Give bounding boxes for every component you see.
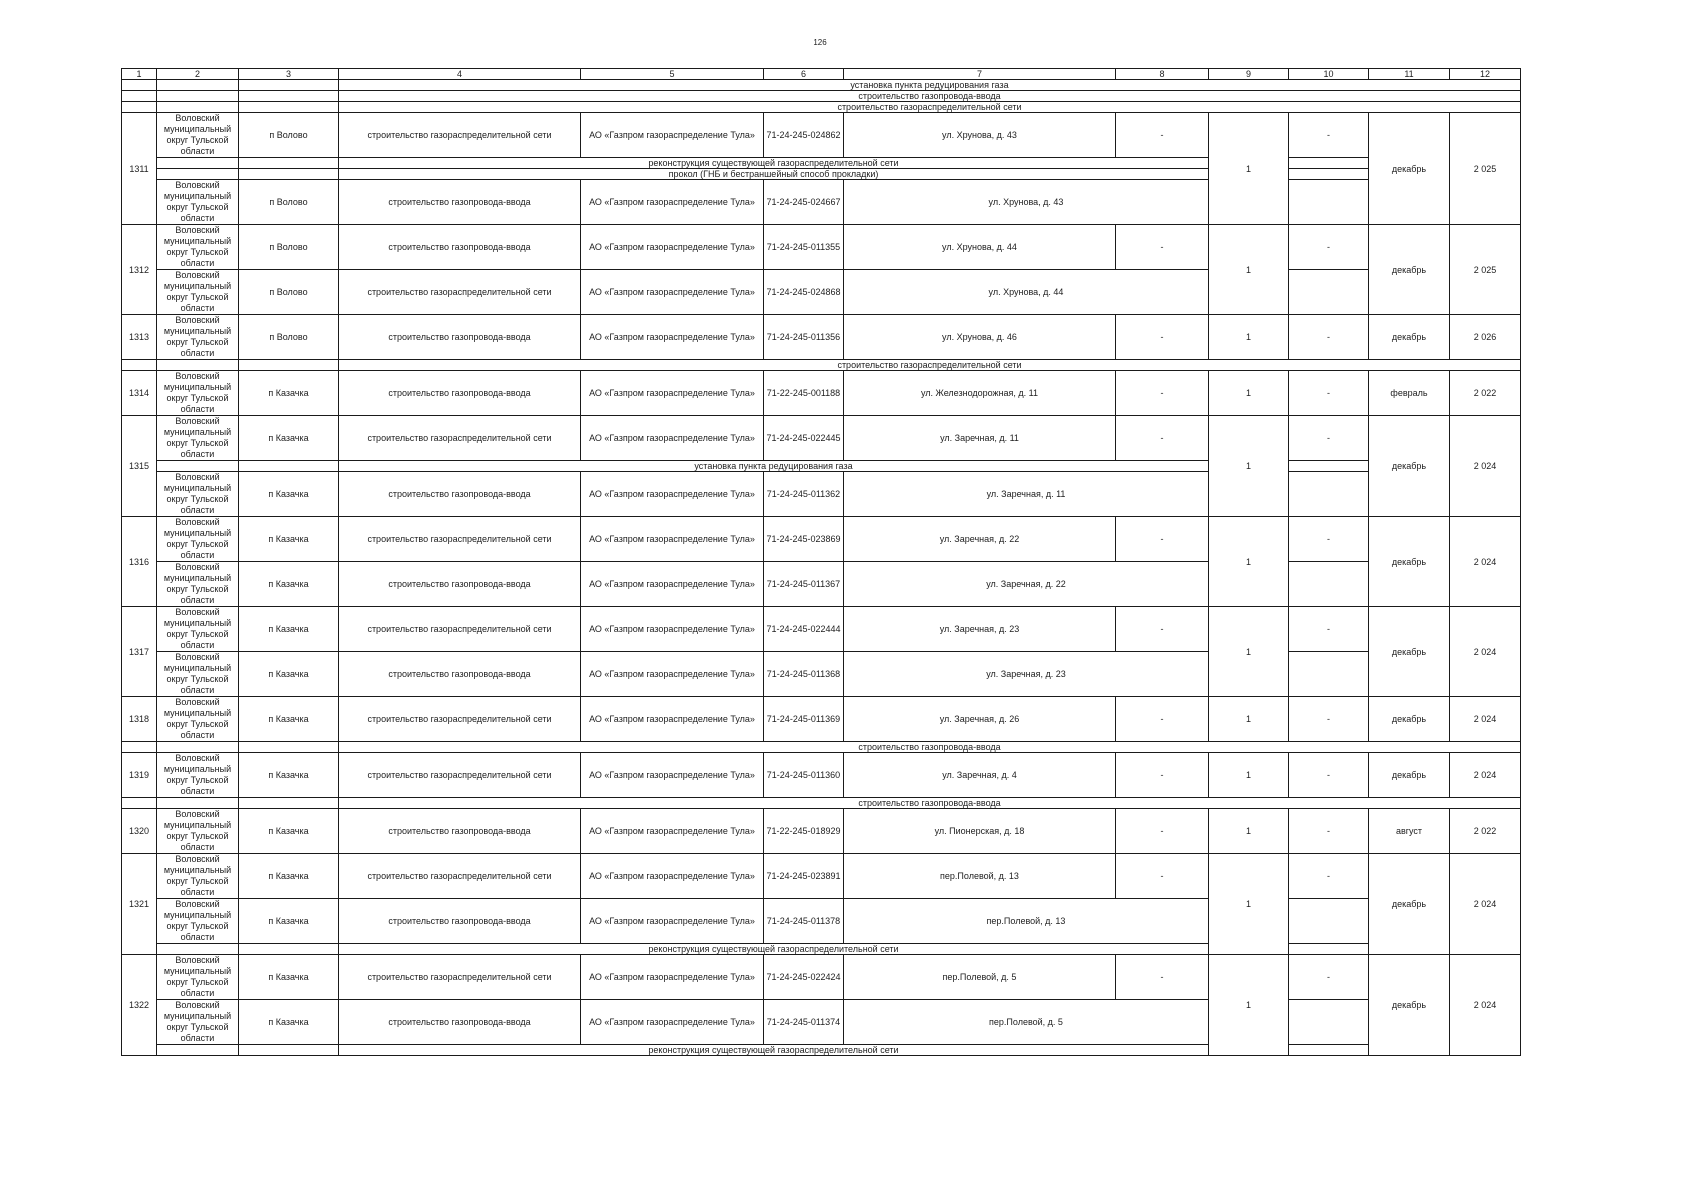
organization-cell: АО «Газпром газораспределение Тула» (581, 225, 764, 270)
entry-number: 1312 (122, 225, 157, 315)
object-code-cell: 71-24-245-022424 (764, 955, 844, 1000)
sub-note: прокол (ГНБ и бестраншейный способ прокладки) (339, 169, 1209, 180)
district-cell: Воловский муниципальный округ Тульской области (157, 899, 239, 944)
organization-cell: АО «Газпром газораспределение Тула» (581, 517, 764, 562)
empty-cell (157, 798, 239, 809)
column-10-cell: - (1289, 955, 1369, 1000)
column-10-cell: - (1289, 113, 1369, 158)
month-cell: декабрь (1369, 225, 1450, 315)
object-code-cell: 71-24-245-024868 (764, 270, 844, 315)
organization-cell: АО «Газпром газораспределение Тула» (581, 113, 764, 158)
column-10-cell: - (1289, 809, 1369, 854)
work-type-cell: строительство газопровода-ввода (339, 899, 581, 944)
month-cell: декабрь (1369, 517, 1450, 607)
column-8-cell: - (1116, 517, 1209, 562)
year-cell: 2 025 (1450, 225, 1521, 315)
locality-cell: п Казачка (239, 371, 339, 416)
object-code-cell: 71-24-245-023869 (764, 517, 844, 562)
sub-note: установка пункта редуцирования газа (339, 461, 1209, 472)
column-header-9: 9 (1209, 69, 1289, 80)
empty-cell (157, 944, 239, 955)
section-note: строительство газораспределительной сети (339, 360, 1521, 371)
locality-cell: п Казачка (239, 1000, 339, 1045)
address-cell: ул. Хрунова, д. 43 (844, 113, 1116, 158)
table-row (122, 854, 1521, 899)
address-cell: пер.Полевой, д. 13 (844, 854, 1116, 899)
column-10-cell: - (1289, 416, 1369, 461)
sub-note: реконструкция существующей газораспределительной сети (339, 944, 1209, 955)
locality-cell: п Волово (239, 315, 339, 360)
column-10-cell (1289, 158, 1369, 169)
column-10-cell (1289, 169, 1369, 180)
column-8-cell: - (1116, 315, 1209, 360)
month-cell: декабрь (1369, 697, 1450, 742)
organization-cell: АО «Газпром газораспределение Тула» (581, 180, 764, 225)
address-cell: ул. Хрунова, д. 44 (844, 270, 1209, 315)
empty-cell (239, 944, 339, 955)
year-cell: 2 025 (1450, 113, 1521, 225)
column-header-8: 8 (1116, 69, 1209, 80)
organization-cell: АО «Газпром газораспределение Тула» (581, 753, 764, 798)
district-cell: Воловский муниципальный округ Тульской области (157, 371, 239, 416)
column-8-cell: - (1116, 225, 1209, 270)
column-10-cell: - (1289, 517, 1369, 562)
sub-note-row (122, 1045, 1521, 1056)
empty-cell (239, 461, 339, 472)
empty-cell (122, 798, 157, 809)
table-header (122, 69, 1521, 80)
table-row (122, 753, 1521, 798)
column-10-cell: - (1289, 697, 1369, 742)
district-cell: Воловский муниципальный округ Тульской области (157, 472, 239, 517)
organization-cell: АО «Газпром газораспределение Тула» (581, 652, 764, 697)
work-type-cell: строительство газопровода-ввода (339, 180, 581, 225)
locality-cell: п Волово (239, 270, 339, 315)
year-cell: 2 022 (1450, 371, 1521, 416)
organization-cell: АО «Газпром газораспределение Тула» (581, 697, 764, 742)
object-code-cell: 71-24-245-011362 (764, 472, 844, 517)
district-cell: Воловский муниципальный округ Тульской области (157, 1000, 239, 1045)
locality-cell: п Казачка (239, 697, 339, 742)
column-header-3: 3 (239, 69, 339, 80)
year-cell: 2 024 (1450, 753, 1521, 798)
table-row (122, 113, 1521, 158)
empty-cell (157, 360, 239, 371)
locality-cell: п Казачка (239, 854, 339, 899)
locality-cell: п Казачка (239, 652, 339, 697)
column-9-cell: 1 (1209, 809, 1289, 854)
empty-cell (122, 91, 157, 102)
address-cell: ул. Железнодорожная, д. 11 (844, 371, 1116, 416)
sub-note-row (122, 158, 1521, 169)
object-code-cell: 71-24-245-023891 (764, 854, 844, 899)
organization-cell: АО «Газпром газораспределение Тула» (581, 562, 764, 607)
object-code-cell: 71-24-245-011356 (764, 315, 844, 360)
column-9-cell: 1 (1209, 697, 1289, 742)
entry-number: 1313 (122, 315, 157, 360)
district-cell: Воловский муниципальный округ Тульской области (157, 416, 239, 461)
column-10-cell: - (1289, 225, 1369, 270)
empty-cell (157, 102, 239, 113)
year-cell: 2 024 (1450, 854, 1521, 955)
year-cell: 2 026 (1450, 315, 1521, 360)
column-8-cell: - (1116, 809, 1209, 854)
column-8-cell: - (1116, 607, 1209, 652)
object-code-cell: 71-24-245-011355 (764, 225, 844, 270)
month-cell: декабрь (1369, 753, 1450, 798)
object-code-cell: 71-24-245-011368 (764, 652, 844, 697)
district-cell: Воловский муниципальный округ Тульской области (157, 652, 239, 697)
district-cell: Воловский муниципальный округ Тульской области (157, 315, 239, 360)
entry-number: 1314 (122, 371, 157, 416)
column-8-cell: - (1116, 697, 1209, 742)
section-note-row (122, 360, 1521, 371)
empty-cell (157, 80, 239, 91)
column-9-cell: 1 (1209, 371, 1289, 416)
empty-cell (157, 742, 239, 753)
column-header-12: 12 (1450, 69, 1521, 80)
work-type-cell: строительство газораспределительной сети (339, 753, 581, 798)
column-10-cell (1289, 472, 1369, 517)
empty-cell (157, 91, 239, 102)
work-type-cell: строительство газораспределительной сети (339, 955, 581, 1000)
table-row (122, 416, 1521, 461)
entry-number: 1319 (122, 753, 157, 798)
column-8-cell: - (1116, 753, 1209, 798)
empty-cell (239, 169, 339, 180)
district-cell: Воловский муниципальный округ Тульской области (157, 270, 239, 315)
object-code-cell: 71-24-245-022444 (764, 607, 844, 652)
empty-cell (239, 80, 339, 91)
column-10-cell (1289, 944, 1369, 955)
table-row (122, 472, 1521, 517)
address-cell: пер.Полевой, д. 5 (844, 1000, 1209, 1045)
organization-cell: АО «Газпром газораспределение Тула» (581, 899, 764, 944)
object-code-cell: 71-22-245-018929 (764, 809, 844, 854)
column-10-cell (1289, 652, 1369, 697)
entry-number: 1320 (122, 809, 157, 854)
column-header-10: 10 (1289, 69, 1369, 80)
table-body (122, 80, 1521, 1056)
work-type-cell: строительство газораспределительной сети (339, 607, 581, 652)
work-type-cell: строительство газопровода-ввода (339, 652, 581, 697)
column-9-cell: 1 (1209, 517, 1289, 607)
month-cell: февраль (1369, 371, 1450, 416)
empty-cell (239, 158, 339, 169)
column-header-1: 1 (122, 69, 157, 80)
column-9-cell: 1 (1209, 753, 1289, 798)
column-header-2: 2 (157, 69, 239, 80)
column-10-cell (1289, 562, 1369, 607)
month-cell: декабрь (1369, 854, 1450, 955)
column-8-cell: - (1116, 371, 1209, 416)
table-row (122, 562, 1521, 607)
year-cell: 2 024 (1450, 416, 1521, 517)
work-type-cell: строительство газораспределительной сети (339, 113, 581, 158)
column-10-cell (1289, 461, 1369, 472)
empty-cell (122, 102, 157, 113)
empty-cell (239, 102, 339, 113)
column-10-cell: - (1289, 315, 1369, 360)
column-10-cell: - (1289, 371, 1369, 416)
column-9-cell: 1 (1209, 854, 1289, 955)
entry-number: 1321 (122, 854, 157, 955)
section-note: строительство газораспределительной сети (339, 102, 1521, 113)
object-code-cell: 71-24-245-011374 (764, 1000, 844, 1045)
section-note-row (122, 91, 1521, 102)
page-number: 126 (813, 38, 827, 47)
column-10-cell (1289, 1045, 1369, 1056)
section-note: строительство газопровода-ввода (339, 742, 1521, 753)
address-cell: пер.Полевой, д. 13 (844, 899, 1209, 944)
month-cell: август (1369, 809, 1450, 854)
district-cell: Воловский муниципальный округ Тульской области (157, 955, 239, 1000)
locality-cell: п Волово (239, 225, 339, 270)
table-row (122, 270, 1521, 315)
address-cell: ул. Заречная, д. 11 (844, 416, 1116, 461)
locality-cell: п Казачка (239, 562, 339, 607)
district-cell: Воловский муниципальный округ Тульской области (157, 697, 239, 742)
column-8-cell: - (1116, 416, 1209, 461)
column-10-cell (1289, 180, 1369, 225)
table-row (122, 1000, 1521, 1045)
column-header-11: 11 (1369, 69, 1450, 80)
locality-cell: п Казачка (239, 899, 339, 944)
locality-cell: п Казачка (239, 517, 339, 562)
entry-number: 1317 (122, 607, 157, 697)
work-type-cell: строительство газораспределительной сети (339, 270, 581, 315)
section-note: установка пункта редуцирования газа (339, 80, 1521, 91)
organization-cell: АО «Газпром газораспределение Тула» (581, 270, 764, 315)
work-type-cell: строительство газопровода-ввода (339, 472, 581, 517)
sub-note-row (122, 169, 1521, 180)
address-cell: ул. Заречная, д. 22 (844, 517, 1116, 562)
column-10-cell: - (1289, 753, 1369, 798)
empty-cell (122, 360, 157, 371)
column-header-6: 6 (764, 69, 844, 80)
table-row (122, 697, 1521, 742)
month-cell: декабрь (1369, 607, 1450, 697)
sub-note: реконструкция существующей газораспределительной сети (339, 158, 1209, 169)
empty-cell (122, 80, 157, 91)
section-note: строительство газопровода-ввода (339, 91, 1521, 102)
year-cell: 2 024 (1450, 955, 1521, 1056)
locality-cell: п Казачка (239, 416, 339, 461)
column-9-cell: 1 (1209, 225, 1289, 315)
district-cell: Воловский муниципальный округ Тульской области (157, 809, 239, 854)
table-row (122, 899, 1521, 944)
column-9-cell: 1 (1209, 315, 1289, 360)
object-code-cell: 71-24-245-011360 (764, 753, 844, 798)
column-10-cell: - (1289, 854, 1369, 899)
column-8-cell: - (1116, 113, 1209, 158)
work-type-cell: строительство газопровода-ввода (339, 225, 581, 270)
section-note-row (122, 798, 1521, 809)
district-cell: Воловский муниципальный округ Тульской области (157, 607, 239, 652)
entry-number: 1318 (122, 697, 157, 742)
month-cell: декабрь (1369, 113, 1450, 225)
address-cell: ул. Заречная, д. 26 (844, 697, 1116, 742)
locality-cell: п Казачка (239, 607, 339, 652)
column-9-cell: 1 (1209, 955, 1289, 1056)
address-cell: ул. Хрунова, д. 44 (844, 225, 1116, 270)
district-cell: Воловский муниципальный округ Тульской области (157, 517, 239, 562)
entry-number: 1322 (122, 955, 157, 1056)
entry-number: 1315 (122, 416, 157, 517)
locality-cell: п Казачка (239, 753, 339, 798)
work-type-cell: строительство газопровода-ввода (339, 371, 581, 416)
organization-cell: АО «Газпром газораспределение Тула» (581, 315, 764, 360)
sub-note-row (122, 944, 1521, 955)
empty-cell (239, 1045, 339, 1056)
work-type-cell: строительство газораспределительной сети (339, 697, 581, 742)
year-cell: 2 024 (1450, 607, 1521, 697)
section-note-row (122, 80, 1521, 91)
column-8-cell: - (1116, 955, 1209, 1000)
locality-cell: п Казачка (239, 955, 339, 1000)
sub-note: реконструкция существующей газораспределительной сети (339, 1045, 1209, 1056)
empty-cell (157, 158, 239, 169)
work-type-cell: строительство газопровода-ввода (339, 562, 581, 607)
year-cell: 2 024 (1450, 517, 1521, 607)
section-note: строительство газопровода-ввода (339, 798, 1521, 809)
month-cell: декабрь (1369, 315, 1450, 360)
district-cell: Воловский муниципальный округ Тульской области (157, 113, 239, 158)
object-code-cell: 71-22-245-001188 (764, 371, 844, 416)
object-code-cell: 71-24-245-011369 (764, 697, 844, 742)
address-cell: ул. Заречная, д. 22 (844, 562, 1209, 607)
column-9-cell: 1 (1209, 416, 1289, 517)
address-cell: ул. Заречная, д. 23 (844, 652, 1209, 697)
column-10-cell: - (1289, 607, 1369, 652)
organization-cell: АО «Газпром газораспределение Тула» (581, 472, 764, 517)
data-table (121, 68, 1521, 1056)
empty-cell (239, 798, 339, 809)
month-cell: декабрь (1369, 416, 1450, 517)
organization-cell: АО «Газпром газораспределение Тула» (581, 607, 764, 652)
address-cell: ул. Заречная, д. 11 (844, 472, 1209, 517)
object-code-cell: 71-24-245-011378 (764, 899, 844, 944)
locality-cell: п Волово (239, 113, 339, 158)
district-cell: Воловский муниципальный округ Тульской области (157, 180, 239, 225)
section-note-row (122, 742, 1521, 753)
work-type-cell: строительство газопровода-ввода (339, 809, 581, 854)
work-type-cell: строительство газопровода-ввода (339, 315, 581, 360)
column-header-5: 5 (581, 69, 764, 80)
column-header-4: 4 (339, 69, 581, 80)
work-type-cell: строительство газопровода-ввода (339, 1000, 581, 1045)
empty-cell (239, 360, 339, 371)
district-cell: Воловский муниципальный округ Тульской области (157, 753, 239, 798)
column-9-cell: 1 (1209, 113, 1289, 225)
column-10-cell (1289, 270, 1369, 315)
month-cell: декабрь (1369, 955, 1450, 1056)
work-type-cell: строительство газораспределительной сети (339, 416, 581, 461)
object-code-cell: 71-24-245-011367 (764, 562, 844, 607)
column-8-cell: - (1116, 854, 1209, 899)
empty-cell (157, 461, 239, 472)
organization-cell: АО «Газпром газораспределение Тула» (581, 371, 764, 416)
empty-cell (239, 742, 339, 753)
address-cell: пер.Полевой, д. 5 (844, 955, 1116, 1000)
table-row (122, 652, 1521, 697)
district-cell: Воловский муниципальный округ Тульской области (157, 854, 239, 899)
address-cell: ул. Хрунова, д. 43 (844, 180, 1209, 225)
empty-cell (157, 169, 239, 180)
organization-cell: АО «Газпром газораспределение Тула» (581, 1000, 764, 1045)
sub-note-row (122, 461, 1521, 472)
object-code-cell: 71-24-245-022445 (764, 416, 844, 461)
organization-cell: АО «Газпром газораспределение Тула» (581, 854, 764, 899)
locality-cell: п Волово (239, 180, 339, 225)
locality-cell: п Казачка (239, 809, 339, 854)
column-10-cell (1289, 899, 1369, 944)
organization-cell: АО «Газпром газораспределение Тула» (581, 955, 764, 1000)
entry-number: 1311 (122, 113, 157, 225)
district-cell: Воловский муниципальный округ Тульской области (157, 225, 239, 270)
empty-cell (122, 742, 157, 753)
column-10-cell (1289, 1000, 1369, 1045)
table-row (122, 809, 1521, 854)
column-9-cell: 1 (1209, 607, 1289, 697)
empty-cell (157, 1045, 239, 1056)
column-header-7: 7 (844, 69, 1116, 80)
table-row (122, 607, 1521, 652)
table-row (122, 180, 1521, 225)
entry-number: 1316 (122, 517, 157, 607)
address-cell: ул. Пионерская, д. 18 (844, 809, 1116, 854)
organization-cell: АО «Газпром газораспределение Тула» (581, 416, 764, 461)
table-row (122, 371, 1521, 416)
year-cell: 2 022 (1450, 809, 1521, 854)
address-cell: ул. Заречная, д. 23 (844, 607, 1116, 652)
work-type-cell: строительство газораспределительной сети (339, 854, 581, 899)
table-row (122, 517, 1521, 562)
work-type-cell: строительство газораспределительной сети (339, 517, 581, 562)
object-code-cell: 71-24-245-024667 (764, 180, 844, 225)
organization-cell: АО «Газпром газораспределение Тула» (581, 809, 764, 854)
address-cell: ул. Заречная, д. 4 (844, 753, 1116, 798)
object-code-cell: 71-24-245-024862 (764, 113, 844, 158)
year-cell: 2 024 (1450, 697, 1521, 742)
header-row (122, 69, 1521, 80)
locality-cell: п Казачка (239, 472, 339, 517)
district-cell: Воловский муниципальный округ Тульской области (157, 562, 239, 607)
section-note-row (122, 102, 1521, 113)
table-row (122, 225, 1521, 270)
table-row (122, 955, 1521, 1000)
table-row (122, 315, 1521, 360)
empty-cell (239, 91, 339, 102)
address-cell: ул. Хрунова, д. 46 (844, 315, 1116, 360)
